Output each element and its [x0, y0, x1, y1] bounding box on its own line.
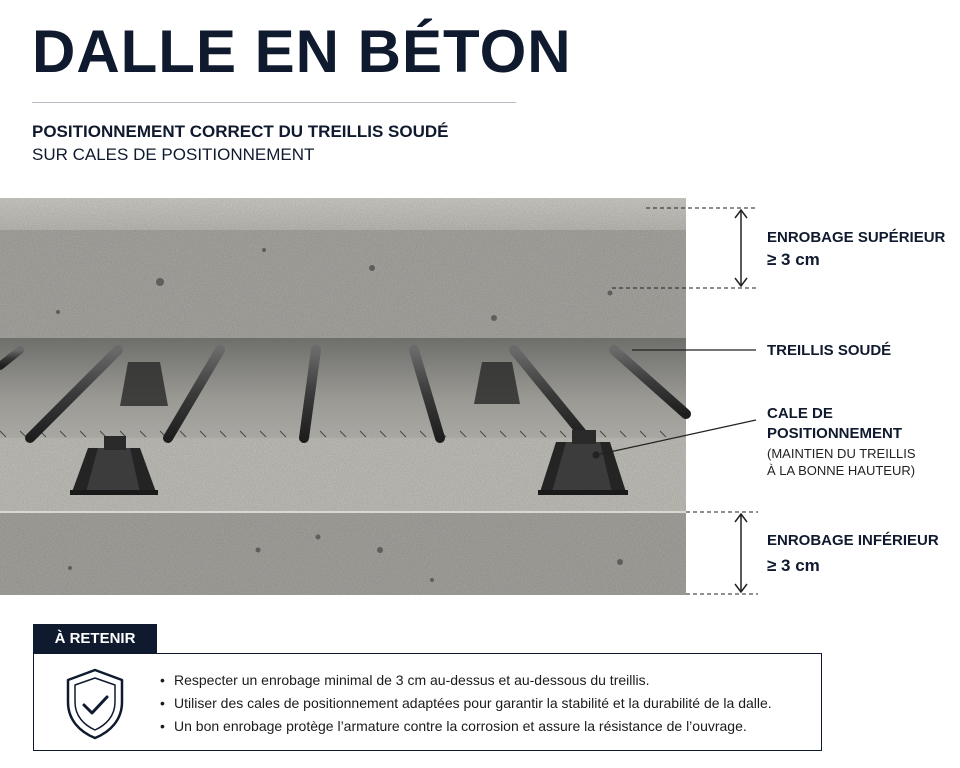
- shield-check-icon: [64, 668, 126, 740]
- mesh-label: TREILLIS SOUDÉ: [767, 342, 892, 359]
- chair-label-line1: CALE DE: [767, 405, 833, 422]
- retenir-item: • Un bon enrobage protège l’armature contre la corrosion et assure la résistance de l’ouvrage.: [160, 715, 772, 738]
- chair-label-line2: POSITIONNEMENT: [767, 425, 903, 442]
- chair-note-line1: (MAINTIEN DU TREILLIS: [767, 446, 916, 461]
- bottom-cover-label: ENROBAGE INFÉRIEUR: [767, 532, 939, 549]
- retenir-item: • Respecter un enrobage minimal de 3 cm au-dessus et au-dessous du treillis.: [160, 669, 772, 692]
- bottom-cover-dimension: [686, 512, 758, 594]
- page-subtitle: POSITIONNEMENT CORRECT DU TREILLIS SOUDÉ: [32, 122, 449, 141]
- top-cover-value: ≥ 3 cm: [767, 250, 820, 269]
- retenir-tab: À RETENIR: [33, 624, 157, 653]
- retenir-item: • Utiliser des cales de positionnement adaptées pour garantir la stabilité et la durabilité de la dalle.: [160, 692, 772, 715]
- lower-concrete-layer: [0, 512, 686, 595]
- top-cover-label: ENROBAGE SUPÉRIEUR: [767, 229, 946, 246]
- bottom-cover-value: ≥ 3 cm: [767, 556, 820, 575]
- title-divider: [32, 102, 516, 103]
- page-subtitle-secondary: SUR CALES DE POSITIONNEMENT: [32, 145, 315, 164]
- upper-concrete-layer: [0, 230, 686, 338]
- retenir-list: [160, 669, 772, 738]
- slab-top-surface: [0, 198, 686, 230]
- page-title: DALLE EN BÉTON: [32, 18, 572, 85]
- chair-note-line2: À LA BONNE HAUTEUR): [767, 463, 916, 478]
